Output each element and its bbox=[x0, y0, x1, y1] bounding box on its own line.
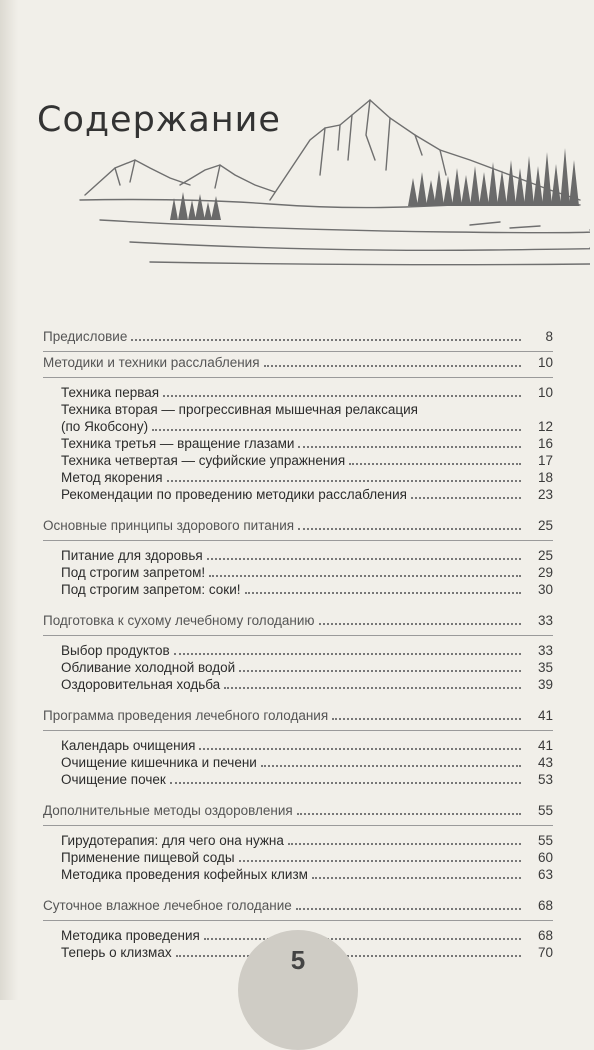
toc-page-number: 55 bbox=[537, 803, 553, 818]
toc-page-number: 70 bbox=[537, 945, 553, 960]
toc-entry bbox=[43, 832, 553, 849]
dot-leader bbox=[297, 813, 521, 815]
dot-leader bbox=[296, 908, 521, 910]
toc-page-number: 55 bbox=[537, 833, 553, 848]
dot-leader bbox=[332, 718, 521, 720]
toc-entry-title: Применение пищевой соды bbox=[61, 850, 235, 865]
dot-leader bbox=[411, 497, 521, 499]
toc-page-number: 60 bbox=[537, 850, 553, 865]
section-divider bbox=[43, 635, 553, 636]
toc-page-number: 18 bbox=[537, 470, 553, 485]
dot-leader bbox=[204, 938, 521, 940]
toc-page-number: 33 bbox=[537, 643, 553, 658]
section-divider bbox=[43, 377, 553, 378]
toc-entry-title: Техника четвертая — суфийские упражнения bbox=[61, 453, 346, 468]
dot-leader bbox=[170, 782, 521, 784]
toc-entry-title: Методика проведения bbox=[61, 928, 200, 943]
toc-section-title: Подготовка к сухому лечебному голоданию bbox=[43, 613, 315, 628]
dot-leader bbox=[167, 480, 521, 482]
toc-page-number: 63 bbox=[537, 867, 553, 882]
toc-entry-title: Под строгим запретом: соки! bbox=[61, 582, 241, 597]
toc-entry-title: Очищение почек bbox=[61, 772, 166, 787]
toc-page-number: 12 bbox=[537, 419, 553, 434]
toc-page-number: 68 bbox=[537, 898, 553, 913]
toc-section-title: Основные принципы здорового питания bbox=[43, 518, 295, 533]
section-divider bbox=[43, 825, 553, 826]
dot-leader bbox=[224, 687, 521, 689]
toc-page-number: 30 bbox=[537, 582, 553, 597]
toc-entry-title: Гирудотерапия: для чего она нужна bbox=[61, 833, 284, 848]
toc-page-number: 53 bbox=[537, 772, 553, 787]
toc-entry bbox=[43, 642, 553, 659]
toc-entry bbox=[43, 754, 553, 771]
toc-entry bbox=[43, 435, 553, 452]
toc-entry-title: Календарь очищения bbox=[61, 738, 196, 753]
toc-section bbox=[43, 800, 553, 826]
toc-entry-title: Оздоровительная ходьба bbox=[61, 677, 221, 692]
toc-entry-title: Выбор продуктов bbox=[61, 643, 170, 658]
toc-section bbox=[43, 515, 553, 541]
dot-leader bbox=[245, 592, 522, 594]
toc-section-title: Суточное влажное лечебное голодание bbox=[43, 898, 292, 913]
dot-leader bbox=[349, 463, 521, 465]
toc-page-number: 10 bbox=[537, 355, 553, 370]
toc-page-number: 33 bbox=[537, 613, 553, 628]
toc-page-number: 8 bbox=[545, 329, 553, 344]
dot-leader bbox=[288, 843, 521, 845]
page-number: 5 bbox=[290, 945, 306, 975]
section-divider bbox=[43, 730, 553, 731]
dot-leader bbox=[199, 748, 521, 750]
toc-page-number: 25 bbox=[537, 518, 553, 533]
dot-leader bbox=[131, 339, 521, 341]
toc-entry bbox=[43, 384, 553, 401]
toc-page-number: 41 bbox=[537, 738, 553, 753]
toc-entry bbox=[43, 486, 553, 503]
dot-leader bbox=[319, 623, 521, 625]
toc-section bbox=[43, 610, 553, 636]
toc-page-number: 10 bbox=[537, 385, 553, 400]
toc-entry bbox=[43, 866, 553, 883]
section-divider bbox=[43, 540, 553, 541]
toc-entry bbox=[43, 737, 553, 754]
toc-page-number: 35 bbox=[537, 660, 553, 675]
toc-entry-title: Техника третья — вращение глазами bbox=[61, 436, 295, 451]
toc-entry-title: Методика проведения кофейных клизм bbox=[61, 867, 308, 882]
dot-leader bbox=[207, 558, 521, 560]
toc-entry-title: Питание для здоровья bbox=[61, 548, 203, 563]
dot-leader bbox=[152, 429, 521, 431]
toc-entry bbox=[43, 452, 553, 469]
table-of-contents bbox=[43, 326, 553, 961]
toc-page-number: 17 bbox=[537, 453, 553, 468]
toc-entry-title: Техника вторая — прогрессивная мышечная релаксация bbox=[61, 402, 418, 417]
dot-leader bbox=[312, 877, 521, 879]
toc-page-number: 41 bbox=[537, 708, 553, 723]
dot-leader bbox=[163, 395, 521, 397]
toc-section bbox=[43, 352, 553, 378]
toc-entry-title: Метод якорения bbox=[61, 470, 163, 485]
toc-page-number: 43 bbox=[537, 755, 553, 770]
toc-section-title: Методики и техники расслабления bbox=[43, 355, 260, 370]
section-divider bbox=[43, 920, 553, 921]
toc-page-number: 29 bbox=[537, 565, 553, 580]
page-gutter-shadow bbox=[0, 0, 18, 1000]
dot-leader bbox=[264, 365, 521, 367]
page-title: Содержание bbox=[37, 100, 281, 140]
toc-entry bbox=[43, 659, 553, 676]
toc-section-title: Дополнительные методы оздоровления bbox=[43, 803, 293, 818]
toc-section bbox=[43, 705, 553, 731]
toc-section-title: Программа проведения лечебного голодания bbox=[43, 708, 329, 723]
toc-entry-title: Очищение кишечника и печени bbox=[61, 755, 257, 770]
toc-entry bbox=[43, 676, 553, 693]
toc-entry bbox=[43, 849, 553, 866]
toc-entry bbox=[43, 581, 553, 598]
toc-page-number: 68 bbox=[537, 928, 553, 943]
toc-entry-title-continued: (по Якобсону) bbox=[61, 419, 149, 434]
toc-page-number: 39 bbox=[537, 677, 553, 692]
toc-entry-title: Обливание холодной водой bbox=[61, 660, 236, 675]
dot-leader bbox=[239, 670, 521, 672]
dot-leader bbox=[298, 446, 521, 448]
dot-leader bbox=[298, 528, 521, 530]
toc-section bbox=[43, 895, 553, 921]
toc-page-number: 25 bbox=[537, 548, 553, 563]
toc-entry-title: Рекомендации по проведению методики расслабления bbox=[61, 487, 407, 502]
dot-leader bbox=[174, 653, 521, 655]
toc-entry bbox=[43, 469, 553, 486]
toc-entry-title: Теперь о клизмах bbox=[61, 945, 172, 960]
toc-section bbox=[43, 326, 553, 352]
dot-leader bbox=[209, 575, 521, 577]
toc-page-number: 16 bbox=[537, 436, 553, 451]
toc-entry bbox=[43, 401, 553, 435]
dot-leader bbox=[239, 860, 521, 862]
toc-entry bbox=[43, 547, 553, 564]
toc-page-number: 23 bbox=[537, 487, 553, 502]
toc-entry-title: Техника первая bbox=[61, 385, 160, 400]
toc-entry bbox=[43, 564, 553, 581]
toc-entry bbox=[43, 771, 553, 788]
toc-entry-title: Под строгим запретом! bbox=[61, 565, 206, 580]
dot-leader bbox=[261, 765, 521, 767]
toc-section-title: Предисловие bbox=[43, 329, 128, 344]
